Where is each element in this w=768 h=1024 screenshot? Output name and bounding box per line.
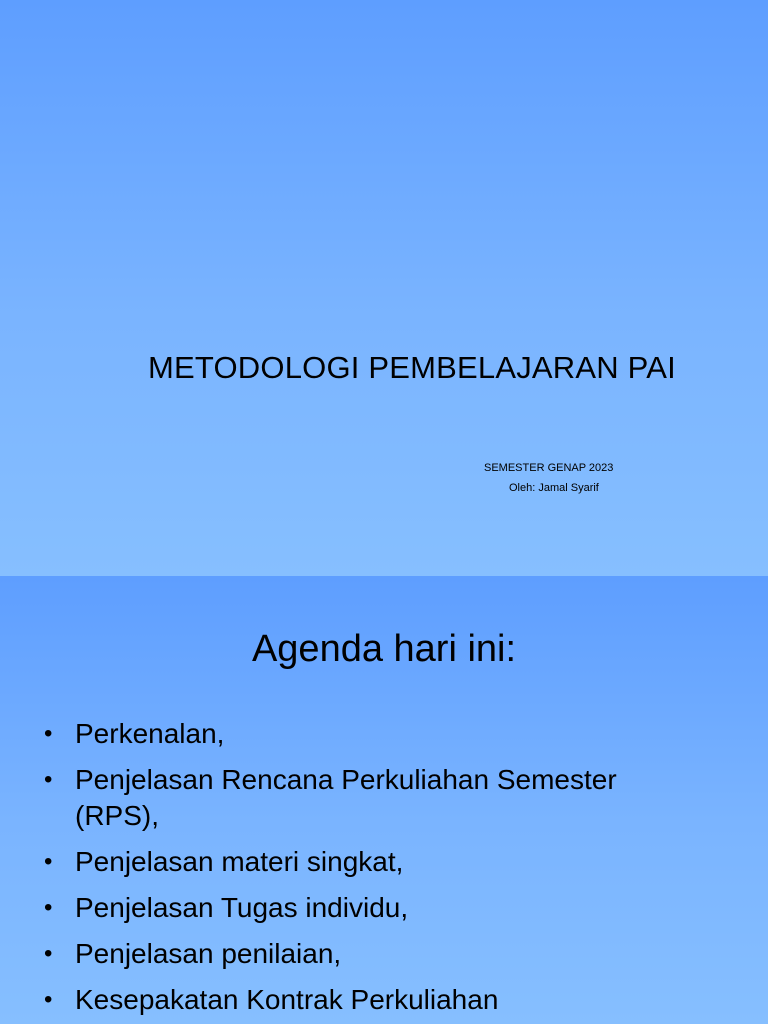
author-subtitle: Oleh: Jamal Syarif xyxy=(509,482,599,494)
bullet-icon: • xyxy=(44,848,53,875)
agenda-item xyxy=(44,982,744,1018)
agenda-heading: Agenda hari ini: xyxy=(251,628,517,670)
agenda-item-text: Penjelasan materi singkat, xyxy=(75,846,404,877)
agenda-item xyxy=(44,936,744,972)
agenda-item-text: Penjelasan Rencana Perkuliahan Semester (RPS), xyxy=(75,764,617,831)
agenda-item-text: Perkenalan, xyxy=(75,718,225,749)
agenda-item xyxy=(44,762,744,834)
bullet-icon: • xyxy=(44,720,53,747)
agenda-item xyxy=(44,844,744,880)
agenda-slide xyxy=(0,576,768,1024)
agenda-item xyxy=(44,716,744,752)
semester-subtitle: SEMESTER GENAP 2023 xyxy=(484,462,614,474)
agenda-item xyxy=(44,890,744,926)
bullet-icon: • xyxy=(44,986,53,1013)
agenda-list xyxy=(44,716,744,1024)
bullet-icon: • xyxy=(44,940,53,967)
agenda-item-text: Penjelasan Tugas individu, xyxy=(75,892,409,923)
bullet-icon: • xyxy=(44,766,53,793)
agenda-item-text: Penjelasan penilaian, xyxy=(75,938,342,969)
bullet-icon: • xyxy=(44,894,53,921)
agenda-item-text: Kesepakatan Kontrak Perkuliahan xyxy=(75,984,499,1015)
presentation-title: METODOLOGI PEMBELAJARAN PAI xyxy=(148,350,676,385)
